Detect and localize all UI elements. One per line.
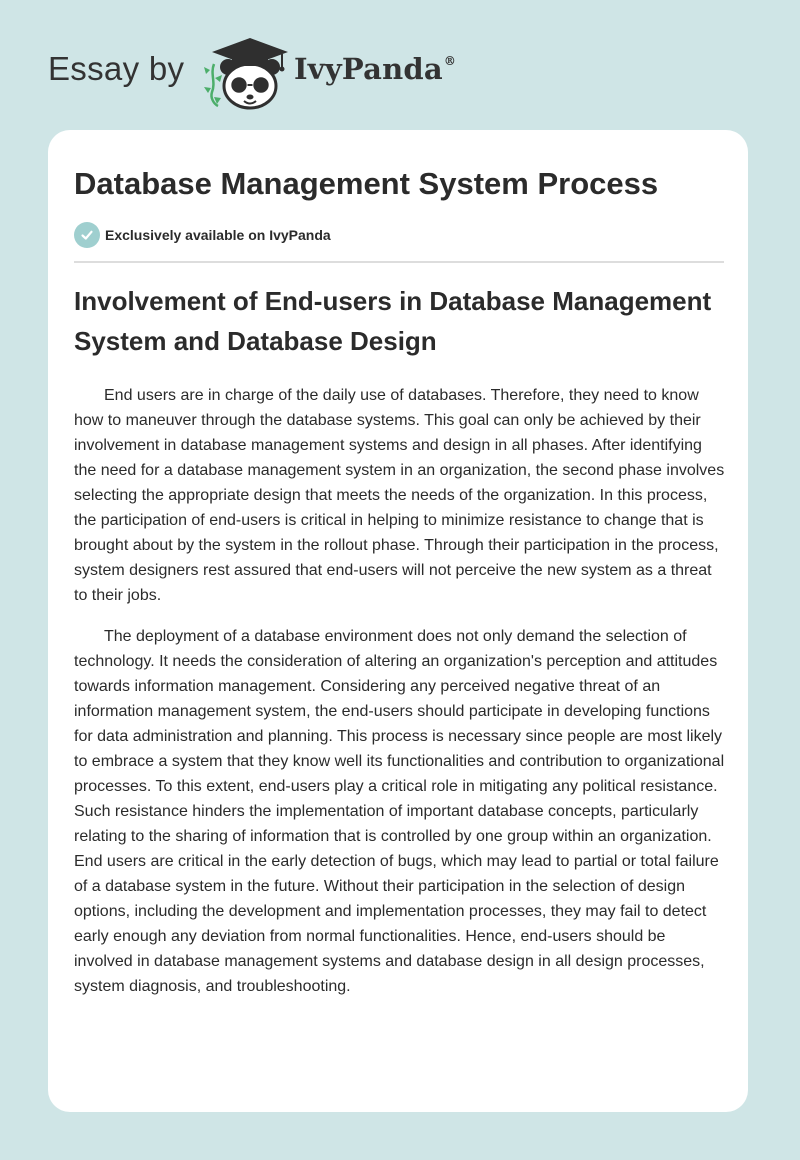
page-title: Database Management System Process	[74, 166, 659, 201]
site-header	[48, 34, 548, 114]
article-card	[48, 130, 748, 1112]
paragraph: The deployment of a database environment does not only demand the selection of technology. It needs the consideration of altering an organization's perception and attitudes towards information management. Considering any perceived negative threat of an information management system, the end-users should participate in developing functions for data administration and planning. This process is necessary since people are most likely to embrace a system that they know well its functionalities and contribution to organizational processes. To this extent, end-users play a critical role in mitigating any political resistance. Such resistance hinders the implementation of important database concepts, particularly relating to the sharing of information that is controlled by one group within an organization. End users are critical in the early detection of bugs, which may lead to partial or total failure of a database system in the future. Without their participation in the selection of design options, including the development and implementation processes, they may fail to detect early enough any deviation from normal functionalities. Hence, end-users should be involved in database management systems and database design in all design processes, system diagnosis, and troubleshooting.	[74, 628, 725, 995]
brand-name: IvyPanda®	[294, 52, 457, 86]
check-icon	[74, 222, 100, 248]
paragraph: End users are in charge of the daily use of databases. Therefore, they need to know how to maneuver through the database systems. This goal can only be achieved by their involvement in database management systems and design in all phases. After identifying the need for a database management system in an organization, the second phase involves selecting the appropriate design that meets the needs of the organization. In this process, the participation of end-users is critical in helping to minimize resistance to change that is brought about by the system in the rollout phase. Through their participation in the process, system designers rest assured that end-users will not perceive the new system as a threat to their jobs.	[74, 387, 725, 604]
article-body	[74, 383, 726, 1015]
panda-graduate-icon	[202, 34, 294, 110]
badge-label: Exclusively available on IvyPanda	[105, 227, 331, 243]
divider	[74, 261, 724, 263]
section-heading: Involvement of End-users in Database Management System and Database Design	[74, 286, 712, 356]
exclusive-badge	[74, 222, 331, 248]
essay-by-label: Essay by	[48, 50, 185, 87]
